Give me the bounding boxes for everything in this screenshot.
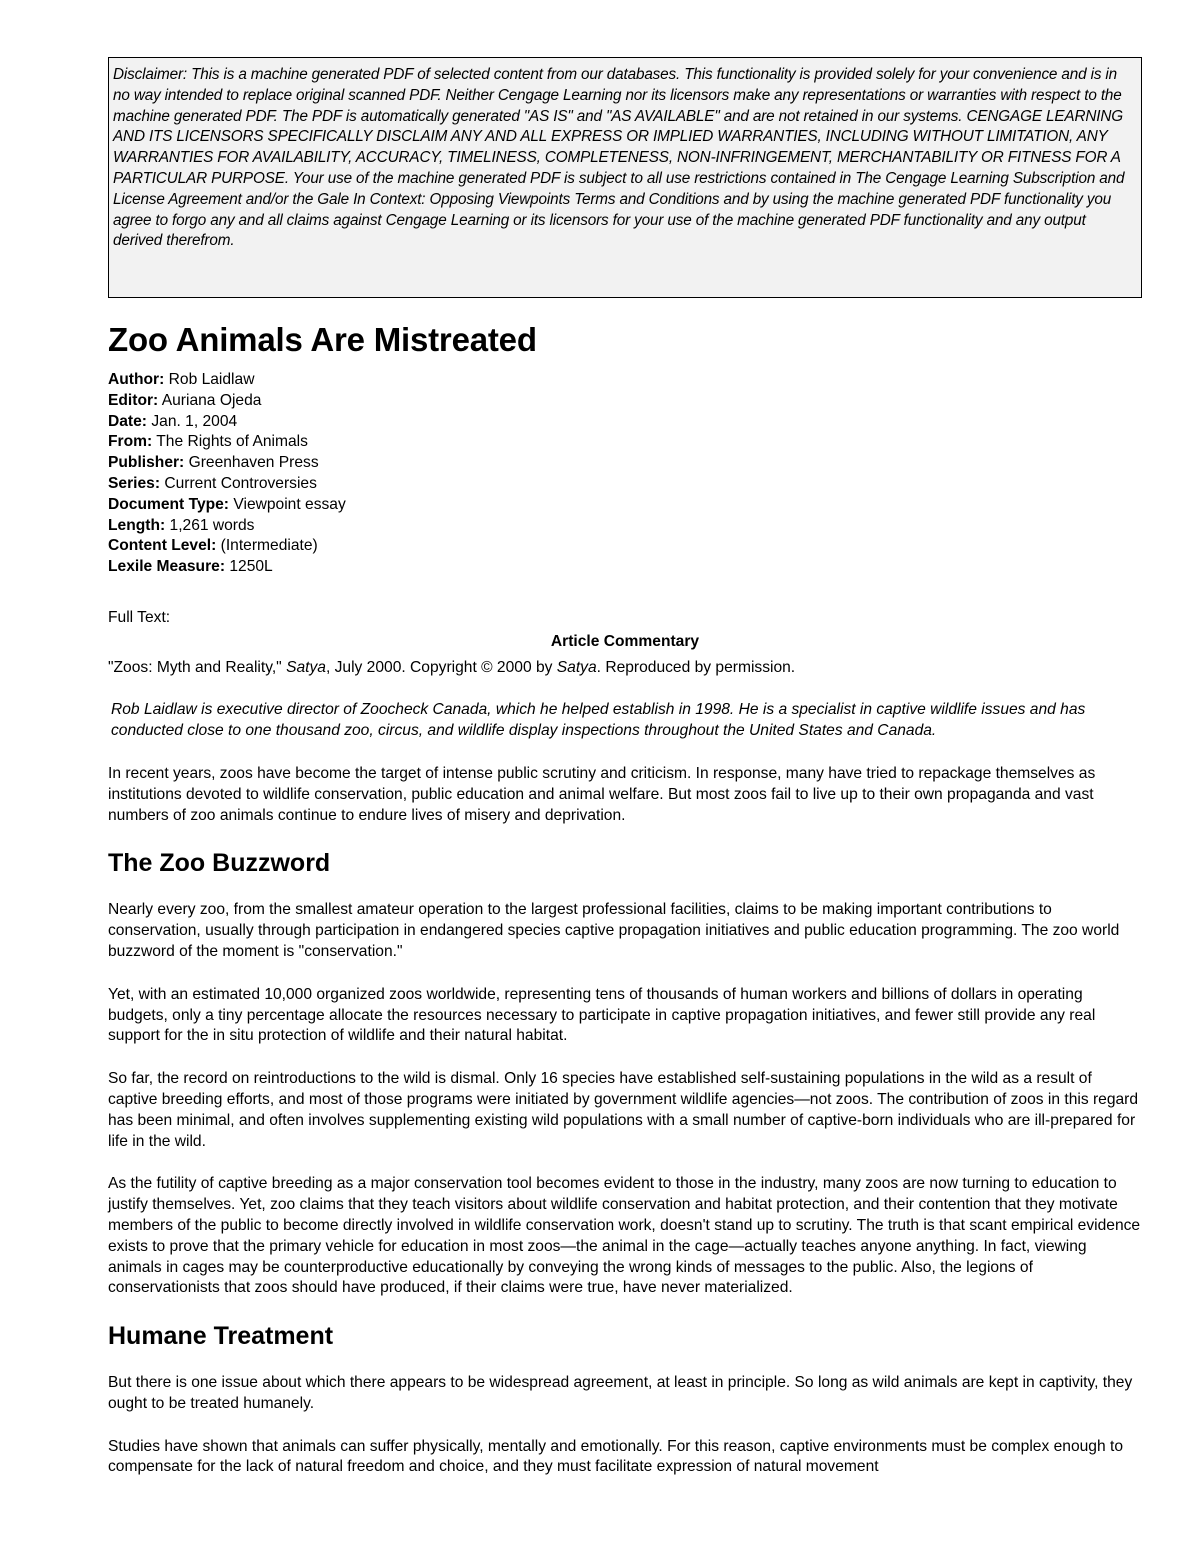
metadata-block bbox=[108, 370, 1142, 578]
intro-paragraph: In recent years, zoos have become the target of intense public scrutiny and criticism. In response, many have tried to repackage themselves as institutions devoted to wildlife conservation, public education and animal welfare. But most zoos fail to live up to their own propaganda and vast numbers of zoo animals continue to endure lives of misery and deprivation. bbox=[108, 764, 1096, 824]
meta-lexile-measure: Lexile Measure: 1250L bbox=[108, 558, 273, 576]
body-paragraph: So far, the record on reintroductions to the wild is dismal. Only 16 species have established self-sustaining populations in the wild as a result of captive breeding efforts, and most of those programs were initiated by government wildlife agencies—not zoos. The contribution of zoos in this regard has been minimal, and often involves supplementing existing wild populations with a small number of captive-born individuals who are ill-prepared for life in the wild. bbox=[108, 1070, 1139, 1150]
body-paragraph: Yet, with an estimated 10,000 organized zoos worldwide, representing tens of thousands of human workers and billions of dollars in operating budgets, only a tiny percentage allocate the resources necessary to participate in captive propagation initiatives, and fewer still provide any real support for the in situ protection of wildlife and their natural habitat. bbox=[108, 985, 1096, 1045]
commentary-heading: Article Commentary bbox=[550, 632, 700, 650]
body-paragraph: Nearly every zoo, from the smallest amateur operation to the largest professional facilities, claims to be making important contributions to conservation, usually through participation in endangered species captive propagation initiatives and public education programming. The zoo world buzzword of the moment is "conservation." bbox=[108, 901, 1120, 960]
meta-document-type: Document Type: Viewpoint essay bbox=[108, 495, 346, 513]
full-text-label: Full Text: bbox=[108, 608, 171, 626]
meta-editor: Editor: Auriana Ojeda bbox=[108, 391, 262, 409]
author-note: Rob Laidlaw is executive director of Zoocheck Canada, which he helped establish in 1998. He is a specialist in captive wildlife issues and has conducted close to one thousand zoo, circus, and wildlife display inspections throughout the United States and Canada. bbox=[111, 701, 1086, 740]
meta-length: Length: 1,261 words bbox=[108, 516, 255, 534]
body-paragraph: But there is one issue about which there appears to be widespread agreement, at least in principle. So long as wild animals are kept in captivity, they ought to be treated humanely. bbox=[108, 1374, 1133, 1412]
meta-date: Date: Jan. 1, 2004 bbox=[108, 412, 238, 430]
meta-content-level: Content Level: (Intermediate) bbox=[108, 537, 318, 555]
article-title: Zoo Animals Are Mistreated bbox=[108, 321, 537, 358]
document-page bbox=[108, 57, 1142, 1478]
body-paragraph: Studies have shown that animals can suffer physically, mentally and emotionally. For this reason, captive environments must be complex enough to compensate for the lack of natural freedom and choice, and they must facilitate expression of natural movement bbox=[108, 1437, 1123, 1476]
meta-author: Author: Rob Laidlaw bbox=[108, 371, 255, 388]
source-citation: "Zoos: Myth and Reality," Satya, July 2000. Copyright © 2000 by Satya. Reproduced by permission. bbox=[108, 658, 796, 676]
section-heading-humane-treatment: Humane Treatment bbox=[108, 1322, 334, 1351]
body-paragraph: As the futility of captive breeding as a major conservation tool becomes evident to those in the industry, many zoos are now turning to education to justify themselves. Yet, zoo claims that they teach visitors about wildlife conservation and habitat protection, and their contention that they motivate members of the public to become directly involved in wildlife conservation work, doesn't stand up to scrutiny. The truth is that scant empirical evidence exists to prove that the primary vehicle for education in most zoos—the animal in the cage—actually teaches anyone anything. In fact, viewing animals in cages may be counterproductive educationally by conveying the wrong kinds of messages to the public. Also, the legions of conservationists that zoos should have produced, if their claims were true, have never materialized. bbox=[108, 1175, 1141, 1297]
meta-publisher: Publisher: Greenhaven Press bbox=[108, 454, 319, 472]
meta-from: From: The Rights of Animals bbox=[108, 433, 308, 451]
section-heading-zoo-buzzword: The Zoo Buzzword bbox=[108, 849, 331, 878]
meta-series: Series: Current Controversies bbox=[108, 474, 317, 492]
disclaimer-box: Disclaimer: This is a machine generated PDF of selected content from our databases. This functionality is provided solely for your convenience and is in no way intended to replace original scanned PDF. Neither Cengage Learning nor its licensors make any representations or warranties with respect to the machine generated PDF. The PDF is automatically generated "AS IS" and "AS AVAILABLE" and are not retained in our systems. CENGAGE LEARNING AND ITS LICENSORS SPECIFICALLY DISCLAIM ANY AND ALL EXPRESS OR IMPLIED WARRANTIES, INCLUDING WITHOUT LIMITATION, ANY WARRANTIES FOR AVAILABILITY, ACCURACY, TIMELINESS, COMPLETENESS, NON-INFRINGEMENT, MERCHANTABILITY OR FITNESS FOR A PARTICULAR PURPOSE. Your use of the machine generated PDF is subject to all use restrictions contained in The Cengage Learning Subscription and License Agreement and/or the Gale In Context: Opposing Viewpoints Terms and Conditions and by using the machine generated PDF functionality you agree to forgo any and all claims against Cengage Learning or its licensors for your use of the machine generated PDF functionality and any output derived therefrom. bbox=[108, 57, 1142, 298]
